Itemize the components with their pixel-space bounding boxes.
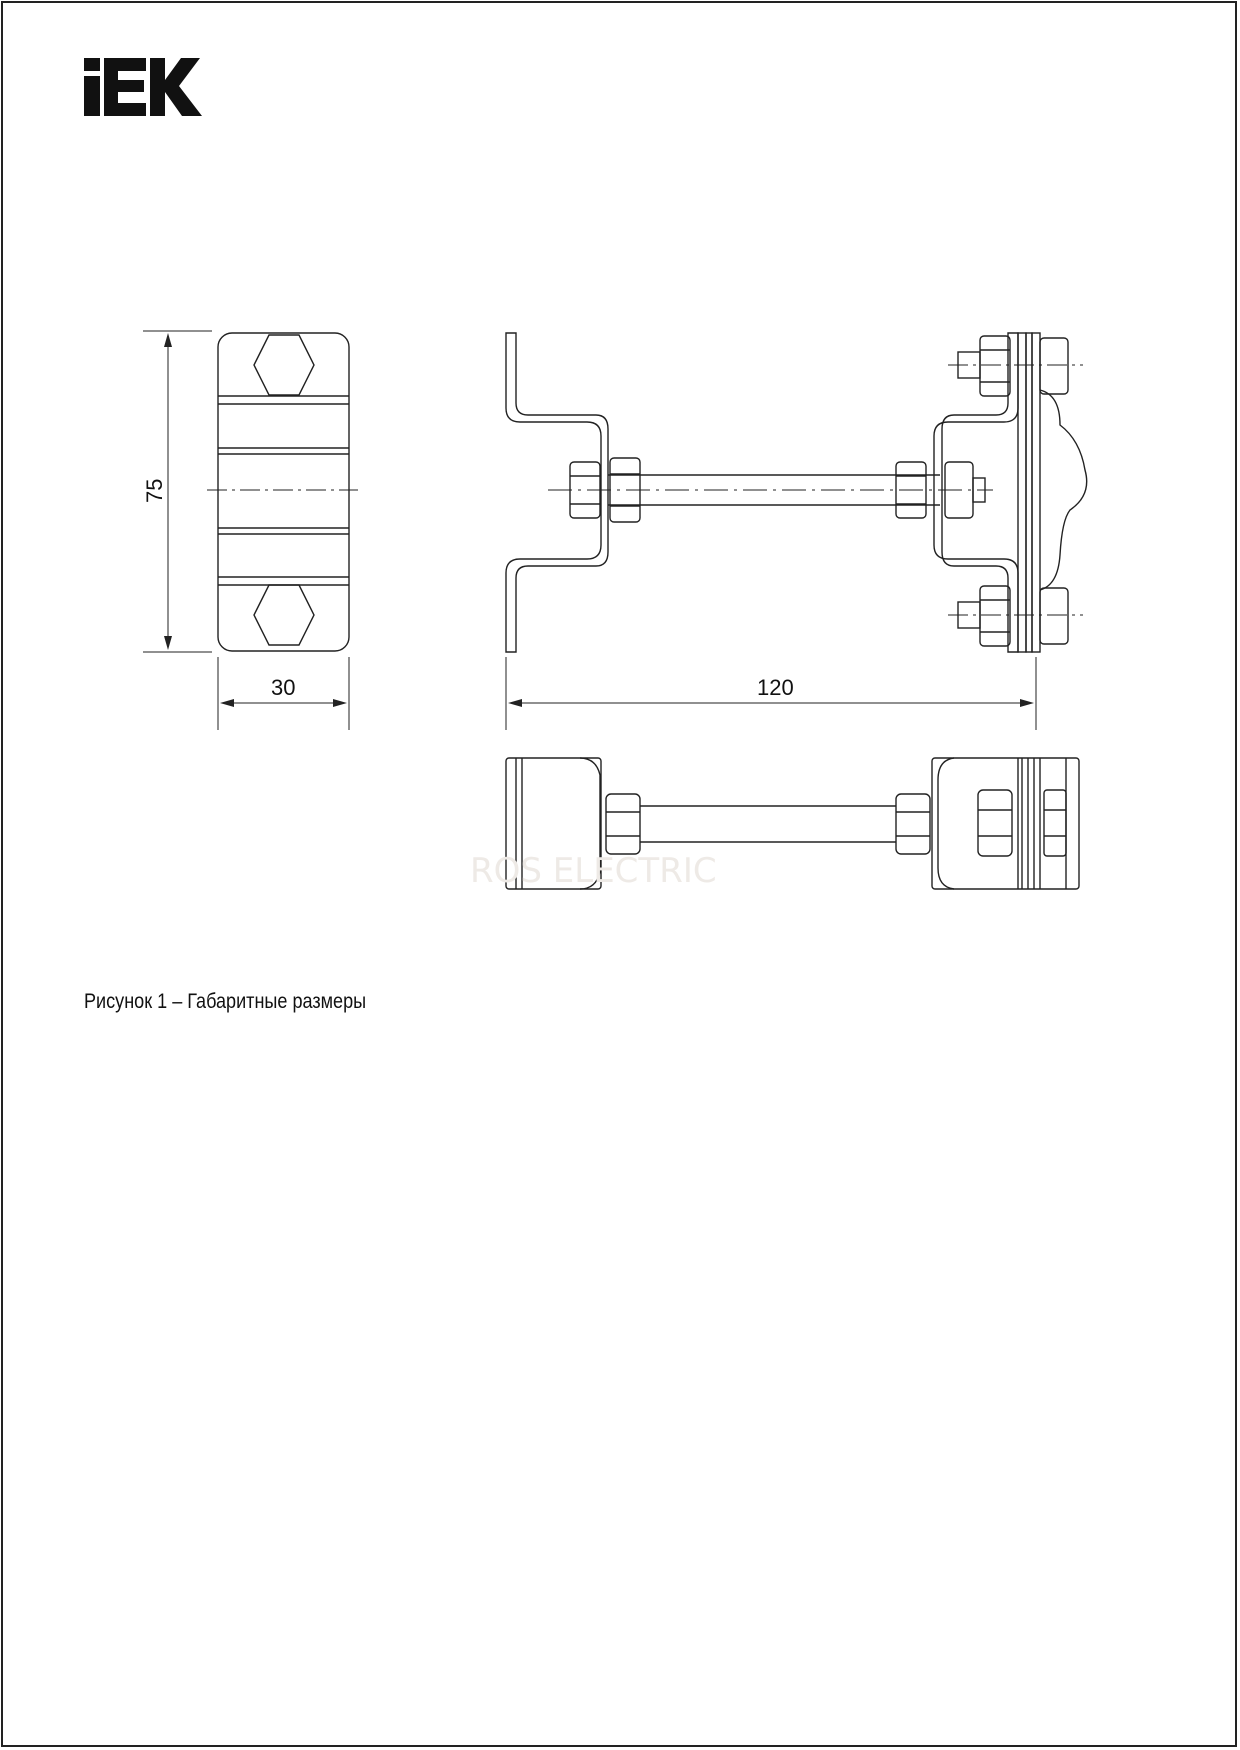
dim-width-label: 30 <box>271 675 296 700</box>
watermark: ROS ELECTRIC <box>470 851 717 891</box>
dim-height-label: 75 <box>142 478 167 503</box>
front-view <box>207 333 358 651</box>
dim-length-label: 120 <box>757 675 794 700</box>
figure-caption: Рисунок 1 – Габаритные размеры <box>84 990 367 1013</box>
hex-bolt-bottom <box>254 585 314 645</box>
hex-bolt-top <box>254 335 314 395</box>
side-view <box>506 333 1087 652</box>
